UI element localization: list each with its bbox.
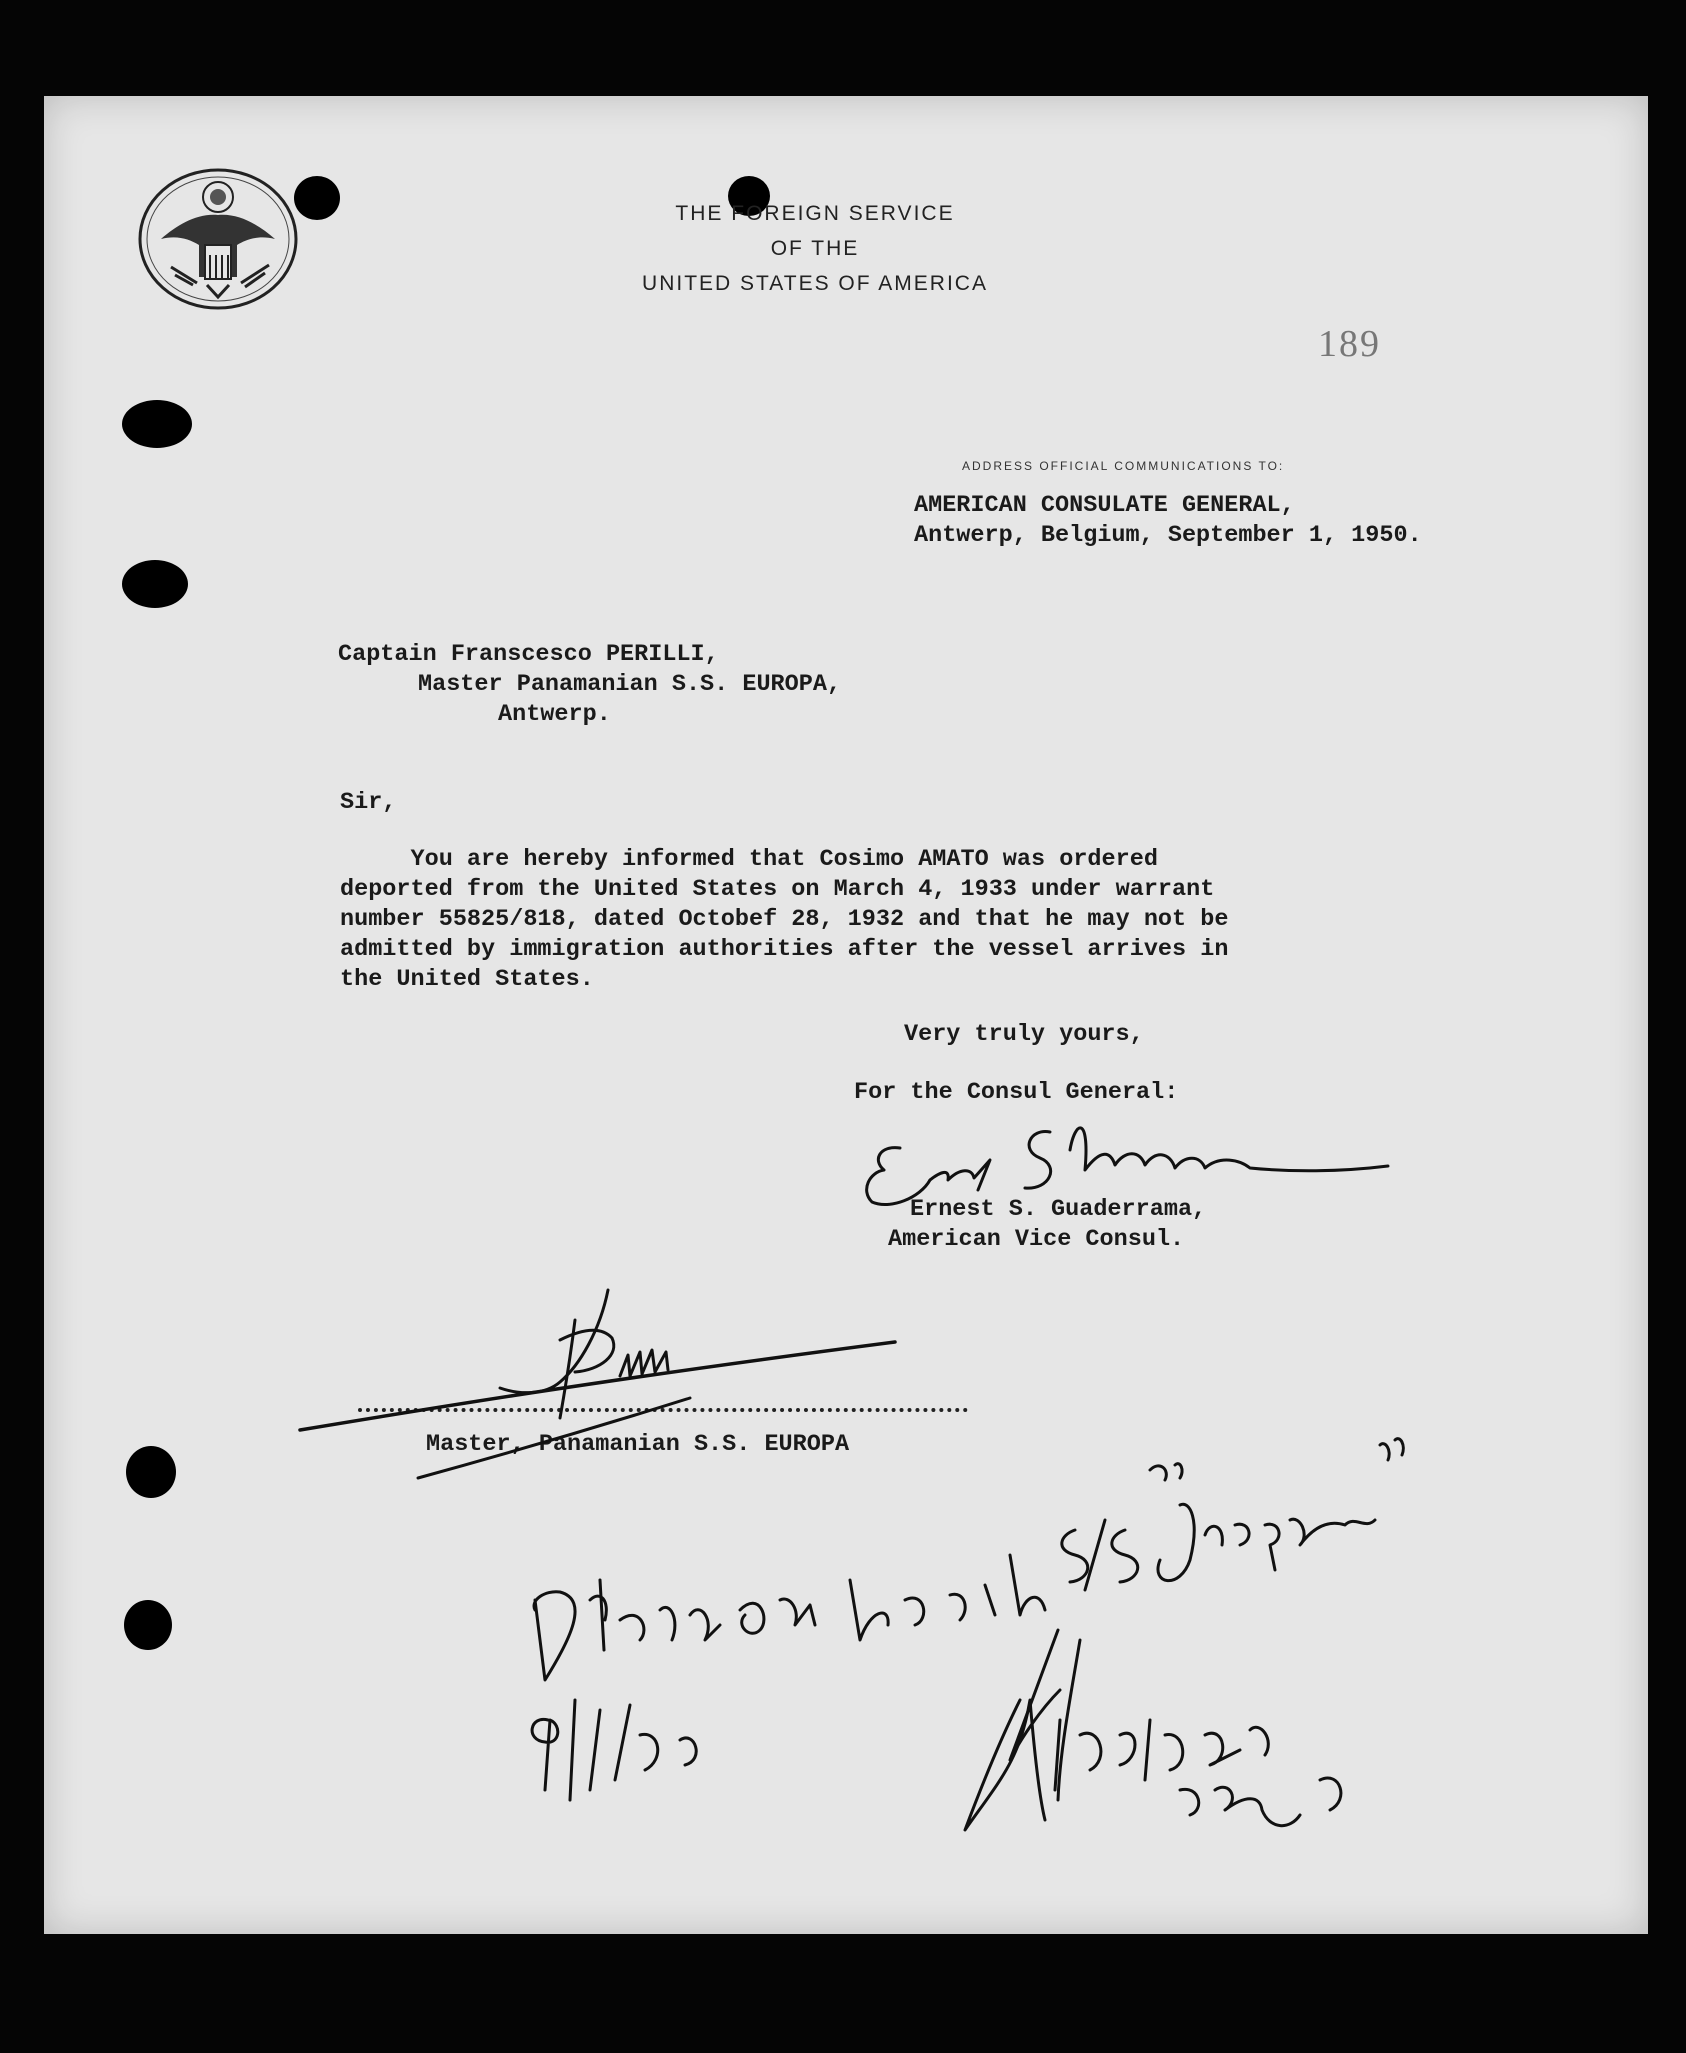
punch-hole: [122, 560, 188, 608]
signatory-title: American Vice Consul.: [888, 1226, 1185, 1253]
body-line: deported from the United States on March 4, 1933 under warrant: [340, 876, 1215, 903]
punch-hole: [294, 176, 340, 220]
letterhead-line-2: OF THE: [770, 237, 860, 260]
sender-office: AMERICAN CONSULATE GENERAL,: [914, 492, 1295, 519]
body-line: number 55825/818, dated Octobef 28, 1932 and that he may not be: [340, 906, 1229, 933]
master-line-label: Master, Panamanian S.S. EUROPA: [426, 1431, 850, 1458]
letterhead-line-1: THE FOREIGN SERVICE: [675, 202, 955, 225]
closing: Very truly yours,: [904, 1021, 1144, 1048]
body-line: admitted by immigration authorities after the vessel arrives in: [340, 936, 1229, 963]
recipient-line-3: Antwerp.: [498, 701, 611, 728]
letterhead-line-3: UNITED STATES OF AMERICA: [642, 272, 988, 295]
address-label: ADDRESS OFFICIAL COMMUNICATIONS TO:: [962, 459, 1285, 473]
recipient-line-1: Captain Franscesco PERILLI,: [338, 641, 719, 668]
body-line: You are hereby informed that Cosimo AMATO was ordered: [340, 846, 1158, 873]
letter-page: [44, 96, 1648, 1934]
signatory-name: Ernest S. Guaderrama,: [910, 1196, 1207, 1223]
sender-place-date: Antwerp, Belgium, September 1, 1950.: [914, 522, 1422, 549]
letterhead: [560, 196, 1070, 301]
punch-hole: [126, 1446, 176, 1498]
letter-body: [340, 845, 1380, 995]
page-number-stamp: 189: [1318, 323, 1381, 365]
punch-hole: [122, 400, 192, 448]
signature-dotted-line: [358, 1408, 968, 1412]
punch-hole: [124, 1600, 172, 1650]
salutation: Sir,: [340, 789, 397, 816]
recipient-line-2: Master Panamanian S.S. EUROPA,: [418, 671, 842, 698]
closing-for: For the Consul General:: [854, 1079, 1179, 1106]
body-line: the United States.: [340, 966, 594, 993]
great-seal-icon: [137, 167, 299, 311]
